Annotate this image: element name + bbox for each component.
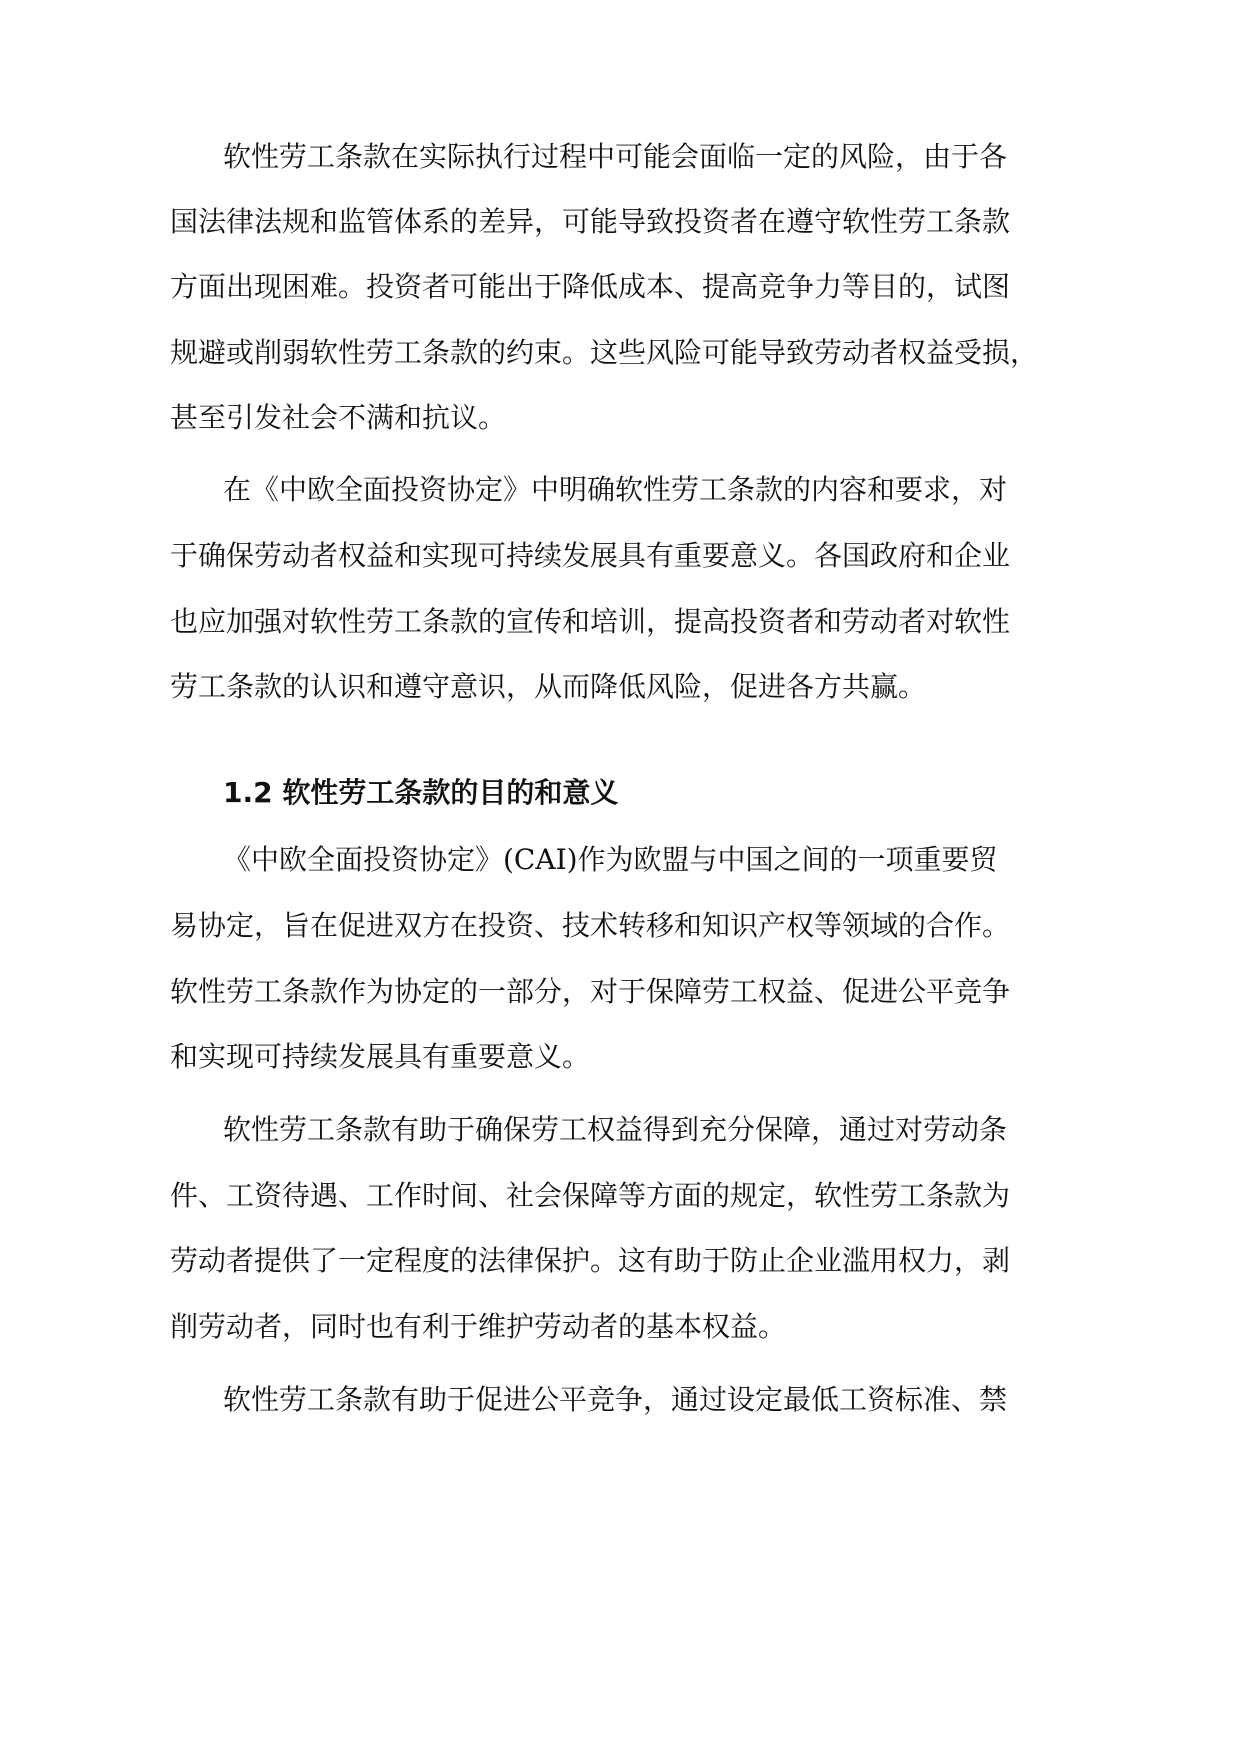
paragraph-line: 软性劳工条款作为协定的一部分，对于保障劳工权益、促进公平竞争 <box>170 975 1011 1008</box>
paragraph-line: 劳动者提供了一定程度的法律保护。这有助于防止企业滥用权力，剥 <box>170 1244 1011 1277</box>
paragraph-line: 于确保劳动者权益和实现可持续发展具有重要意义。各国政府和企业 <box>170 539 1011 572</box>
paragraph-line: 在《中欧全面投资协定》中明确软性劳工条款的内容和要求，对 <box>223 473 1008 506</box>
paragraph-line: 和实现可持续发展具有重要意义。 <box>170 1040 591 1073</box>
paragraph-line: 国法律法规和监管体系的差异，可能导致投资者在遵守软性劳工条款 <box>170 205 1011 238</box>
paragraph-line: 软性劳工条款有助于促进公平竞争，通过设定最低工资标准、禁 <box>223 1383 1008 1416</box>
paragraph-line: 软性劳工条款在实际执行过程中可能会面临一定的风险，由于各 <box>223 140 1008 173</box>
paragraph-line: 易协定，旨在促进双方在投资、技术转移和知识产权等领域的合作。 <box>170 909 1011 942</box>
paragraph-line: 件、工资待遇、工作时间、社会保障等方面的规定，软性劳工条款为 <box>170 1179 1011 1212</box>
paragraph-line: 也应加强对软性劳工条款的宣传和培训，提高投资者和劳动者对软性 <box>170 605 1011 638</box>
paragraph-line: 方面出现困难。投资者可能出于降低成本、提高竞争力等目的，试图 <box>170 270 1011 303</box>
paragraph-line: 削劳动者，同时也有利于维护劳动者的基本权益。 <box>170 1310 787 1343</box>
paragraph-line: 规避或削弱软性劳工条款的约束。这些风险可能导致劳动者权益受损， <box>170 336 1039 369</box>
paragraph-line: 软性劳工条款有助于确保劳工权益得到充分保障，通过对劳动条 <box>223 1113 1008 1146</box>
paragraph-line: 甚至引发社会不满和抗议。 <box>170 401 507 434</box>
paragraph-line: 劳工条款的认识和遵守意识，从而降低风险，促进各方共赢。 <box>170 670 927 703</box>
paragraph-line: 《中欧全面投资协定》(CAI)作为欧盟与中国之间的一项重要贸 <box>223 843 998 876</box>
section-heading: 1.2 软性劳工条款的目的和意义 <box>223 776 619 809</box>
